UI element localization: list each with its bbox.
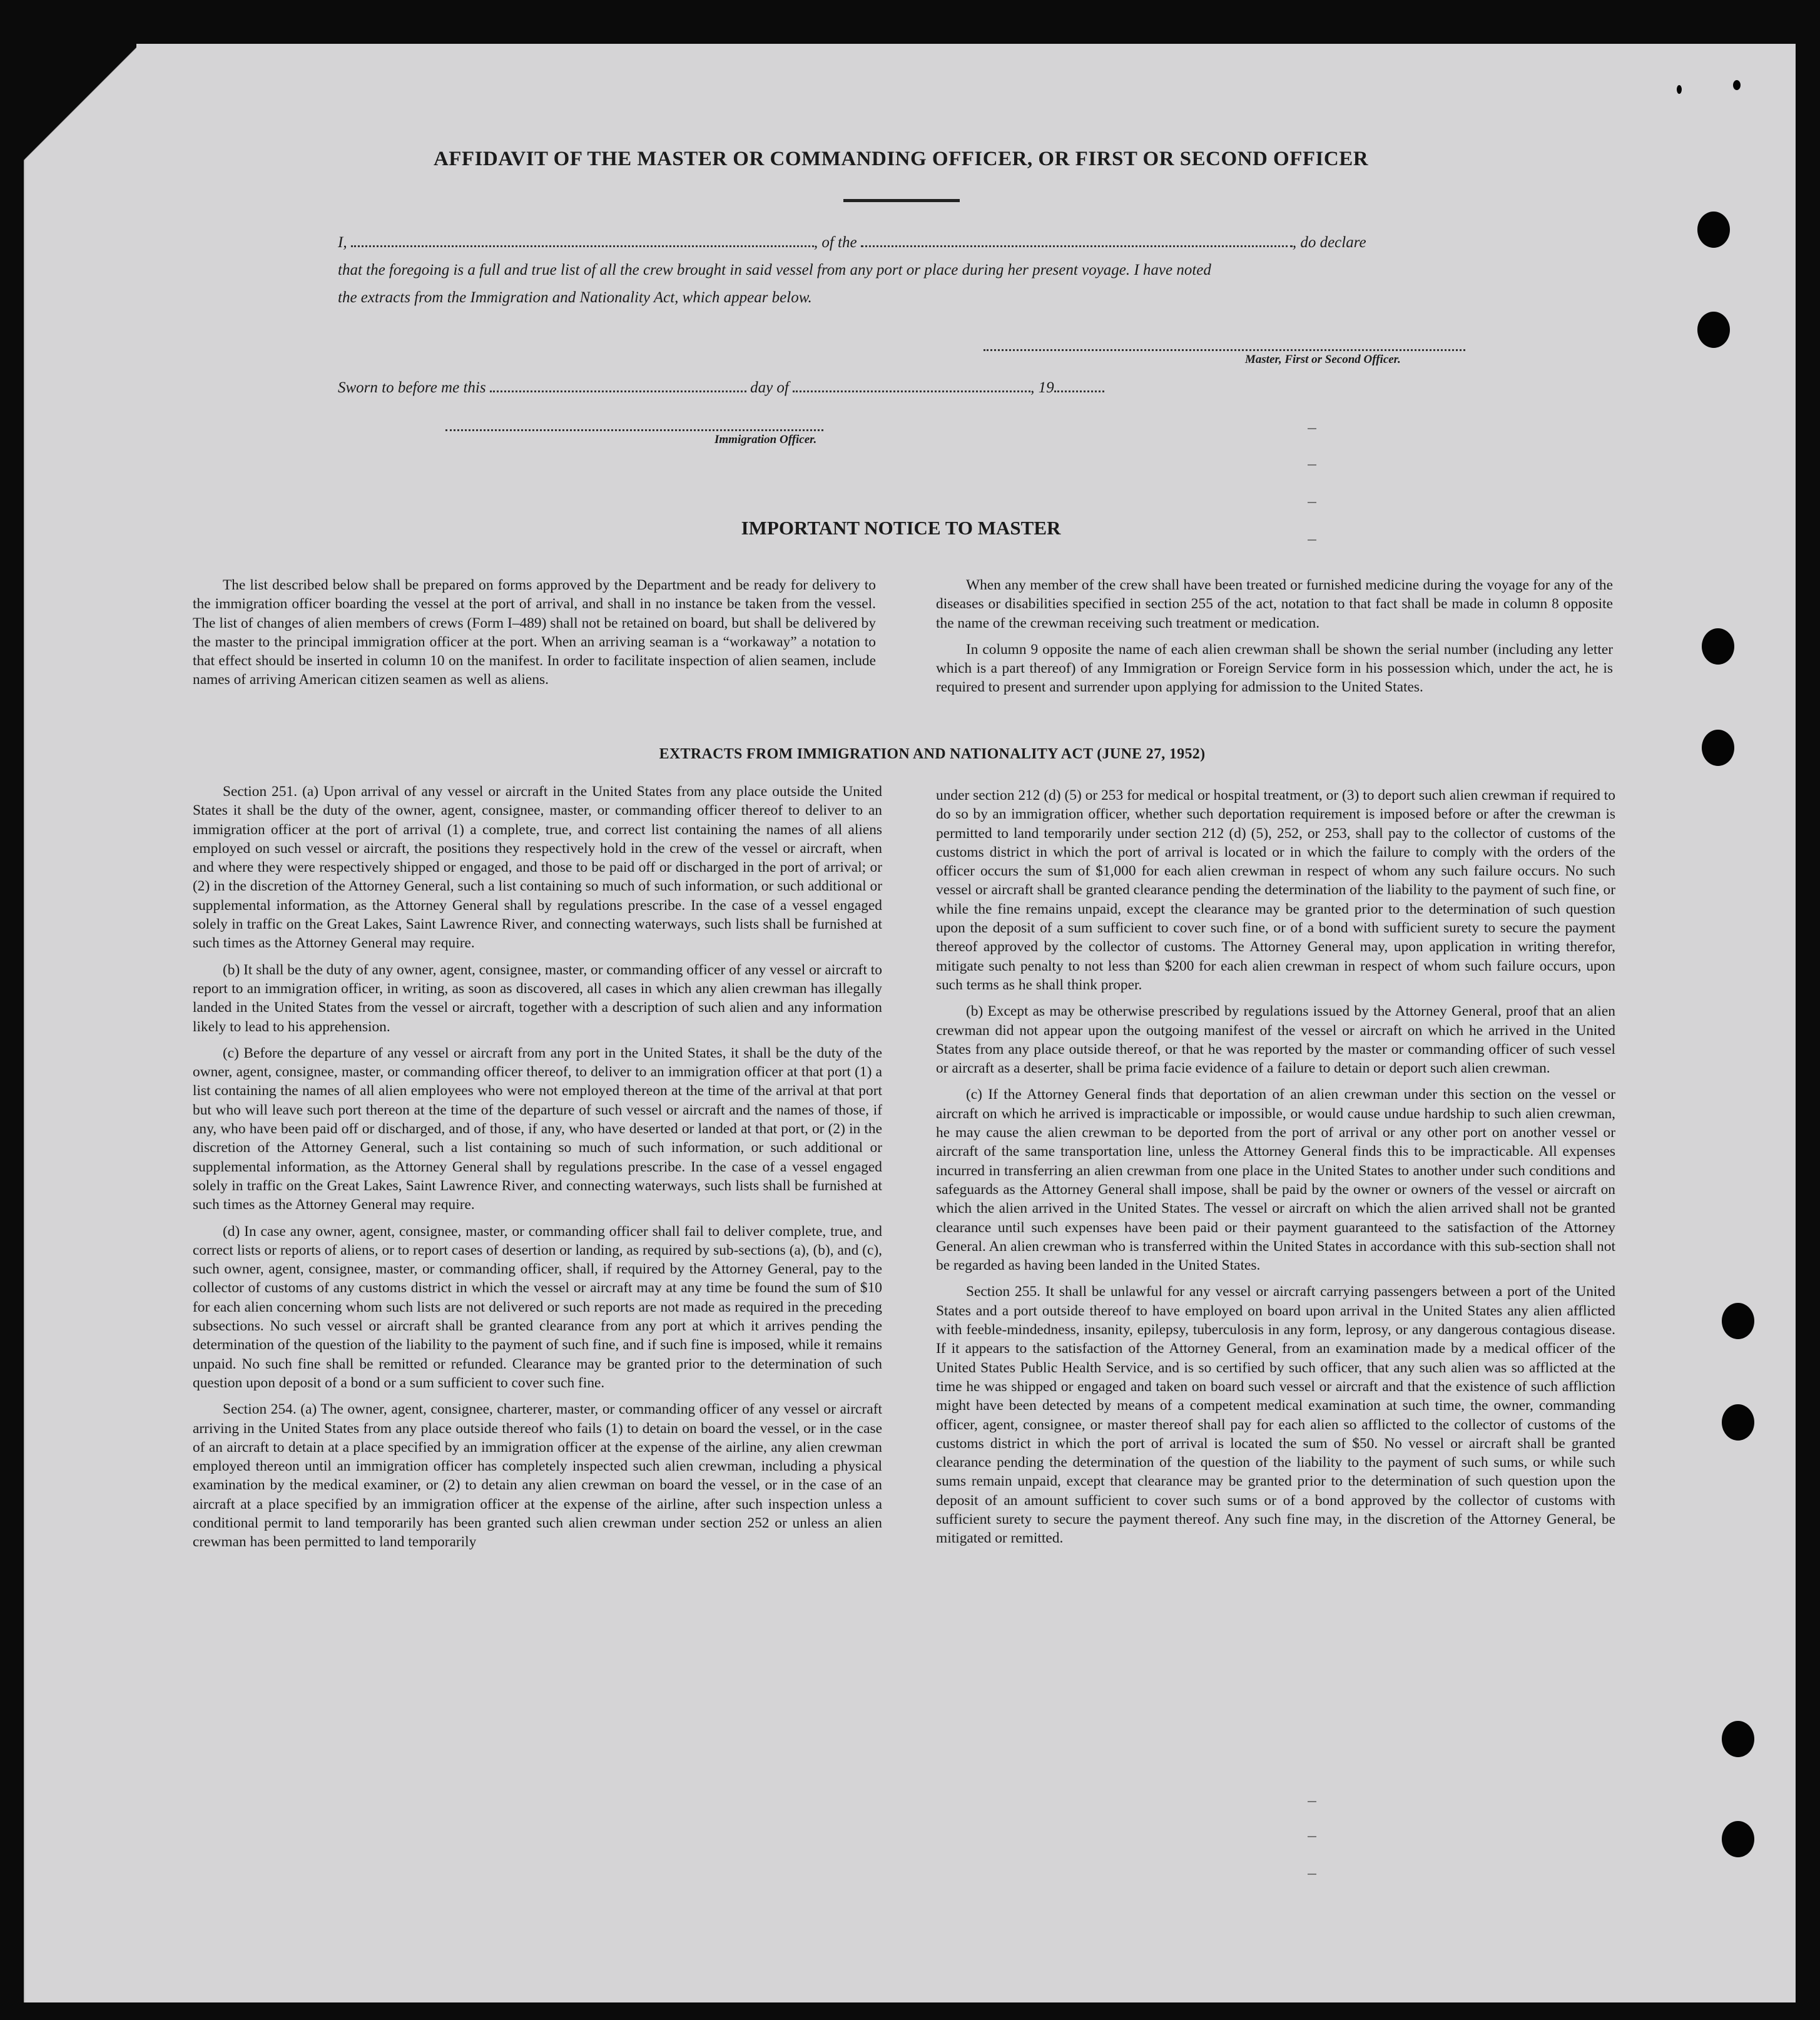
sworn-month-field[interactable] xyxy=(793,378,1030,392)
vessel-field[interactable] xyxy=(861,233,1293,247)
notice-paragraph: The list described below shall be prepared on forms approved by the Department and be ready for delivery to the immigration officer boarding the vessel at the port of arrival, and shall in no instance be taken from the vessel. The list of changes of alien members of crews (Form I–489) shall not be retained on board, but shall be delivered by the master to the principal immigration officer at the port. When an arriving seaman is a “workaway” a notation to that effect should be inserted in column 10 on the manifest. In order to facilitate inspection of alien seamen, include names of arriving American citizen seamen as well as aliens. xyxy=(193,577,876,688)
name-field[interactable] xyxy=(351,233,814,247)
punch-hole xyxy=(1722,1721,1754,1757)
day-of-text: day of xyxy=(750,379,789,396)
declaration-i: I, xyxy=(338,234,347,251)
statute-paragraph: (b) It shall be the duty of any owner, agent, consignee, master, or commanding officer of any vessel or aircraft to report to an immigration officer, in writing, as soon as discovered, all cases in which any alien crewman has illegally landed in the United States from the vessel or aircraft, together with a description of such alien and any information likely to lead to his apprehension. xyxy=(193,961,882,1035)
punch-hole xyxy=(1697,212,1730,248)
statute-paragraph: Section 254. (a) The owner, agent, consignee, charterer, master, or commanding officer of any vessel or aircraft arriving in the United States from any place outside thereof who fails (1) to detain on board the vessel, or in the case of an aircraft to detain at a place specified by an immigration officer at the expense of the airline, any alien crewman employed thereon until an immigration officer has completely inspected such alien crewman, including a physical examination by the medical examiner, or (2) to detain any alien crewman on board the vessel, or in the case of an aircraft at a place specified by an immigration officer at the expense of the airline, after such inspection unless a conditional permit to land temporarily has been granted such alien crewman under section 252 or unless an alien crewman has been permitted to land temporarily xyxy=(193,1401,882,1551)
punch-hole xyxy=(1702,730,1734,766)
punch-hole xyxy=(1722,1821,1754,1857)
notice-paragraph: When any member of the crew shall have been treated or furnished medicine during the voyage for any of the diseases or disabilities specified in section 255 of the act, notation to that fact shall be made in column 8 opposite the name of the crewman receiving such treatment or medication. xyxy=(936,577,1613,631)
title-divider xyxy=(843,199,960,202)
officer-caption: Immigration Officer. xyxy=(714,433,817,446)
statute-paragraph: (b) Except as may be otherwise prescribed by regulations issued by the Attorney General, proof that an alien crewman did not appear upon the outgoing manifest of the vessel or aircraft on which he arrived in the United States from any place outside thereof, or that he was reported by the master or commanding officer of such vessel or aircraft as a deserter, shall be prima facie evidence of a failure to detain or deport such alien crewman. xyxy=(936,1003,1615,1077)
statute-paragraph: (d) In case any owner, agent, consignee, master, or commanding officer shall fail to deliver complete, true, and correct lists or reports of aliens, or to report cases of desertion or landing, as required by sub-sections (a), (b), and (c), such owner, agent, consignee, master, or commanding officer, shall, if required by the Attorney General, pay to the collector of customs of any customs district in which the vessel or aircraft may at any time be found the sum of $10 for each alien concerning whom such lists are not delivered or such reports are not made as required in the preceding subsections. No such vessel or aircraft shall be granted clearance from any port at which it arrives pending the determination of the question of the liability to the payment of such fine, and if such fine is imposed, while it remains unpaid. No such fine shall be remitted or refunded. Clearance may be granted prior to the determination of such question upon deposit of a bond or a sum sufficient to cover such fine. xyxy=(193,1223,882,1391)
extracts-left-column xyxy=(193,782,882,1559)
statute-paragraph: under section 212 (d) (5) or 253 for medical or hospital treatment, or (3) to deport such alien crewman if required to do so by an immigration officer, whether such deportation requirement is imposed before or after the crewman is permitted to land temporarily under section 212 (d) (5), 252, or 253, shall pay to the collector of customs of the customs district in which the port of arrival is located or in which the failure to comply with the orders of the officer occurs the sum of $1,000 for each alien crewman in respect of whom any such failure occurs. No such vessel or aircraft shall be granted clearance pending the determination of the liability to the payment of such fine, or while the fine remains unpaid, except the clearance may be granted prior to the determination of such question upon the deposit of a sum sufficient to cover such fine, or of a bond with sufficient surety to secure the payment thereof approved by the collector of customs. The Attorney General may, upon application in writing therefor, mitigate such penalty to not less than $200 for each alien crewman in respect of whom such failure occurs, upon such terms as he shall think proper. xyxy=(936,787,1615,993)
statute-paragraph: Section 255. It shall be unlawful for any vessel or aircraft carrying passengers between a port of the United States and a port outside thereof to have employed on board upon arrival in the United States any alien afflicted with feeble-mindedness, insanity, epilepsy, tuberculosis in any form, leprosy, or any dangerous contagious disease. If it appears to the satisfaction of the Attorney General, from an examination made by a medical officer of the United States Public Health Service, and is so certified by such officer, that any such alien was so afflicted at the time he was shipped or engaged and taken on board such vessel or aircraft and that the existence of such affliction might have been detected by means of a competent medical examination at such time, the owner, commanding officer, agent, consignee, or master thereof shall pay for each alien so afflicted to the collector of customs of the customs district in which the port of arrival is located the sum of $50. No vessel or aircraft shall be granted clearance pending the determination of the question of the liability to the payment of such sums, or while such sums remain unpaid, except that clearance may be granted prior to the determination of such question upon the deposit of an amount sufficient to cover such sums or of a bond approved by the collector of customs with sufficient surety to secure the payment thereof. Any such fine may, in the discretion of the Attorney General, be mitigated or remitted. xyxy=(936,1283,1615,1547)
notice-right-column xyxy=(936,576,1613,705)
declaration-of-the: , of the xyxy=(813,234,857,251)
sworn-text: Sworn to before me this xyxy=(338,379,486,396)
declaration-text-2: the extracts from the Immigration and Nationality Act, which appear below. xyxy=(338,289,812,306)
punch-hole xyxy=(1702,628,1734,665)
sworn-year-field[interactable] xyxy=(1054,378,1104,392)
notice-title: IMPORTANT NOTICE TO MASTER xyxy=(741,517,1061,539)
declaration-text-1: that the foregoing is a full and true list of all the crew brought in said vessel from any port or place during her present voyage. I have noted xyxy=(338,262,1211,278)
year-text: , 19 xyxy=(1030,379,1054,396)
notice-left-column xyxy=(193,576,876,697)
statute-paragraph: (c) If the Attorney General finds that deportation of an alien crewman under this section on the vessel or aircraft on which he arrived is impracticable or impossible, or would cause undue hardship to such alien crewman, he may cause the alien crewman to be deported from the port of arrival or any other port on another vessel or aircraft of the same transportation line, unless the Attorney General finds this to be impracticable. All expenses incurred in transferring an alien crewman from one place in the United States to another under such conditions and safeguards as the Attorney General shall impose, shall be paid by the owner or owners of the vessel or aircraft on which the alien arrived in the United States. The vessel or aircraft on which the alien arrived shall not be granted clearance until such expenses have been paid or their payment guaranteed to the satisfaction of the Attorney General. An alien crewman who is transferred within the United States in accordance with this sub-section shall not be regarded as having been landed in the United States. xyxy=(936,1086,1615,1274)
affidavit-title: AFFIDAVIT OF THE MASTER OR COMMANDING OFFICER, OR FIRST OR SECOND OFFICER xyxy=(433,148,1369,170)
punch-hole xyxy=(1722,1303,1754,1339)
statute-paragraph: Section 251. (a) Upon arrival of any vessel or aircraft in the United States from any place outside the United States it shall be the duty of the owner, agent, consignee, master, or commanding officer thereof to deliver to an immigration officer at the port of arrival (1) a complete, true, and correct list containing the names of all aliens employed on such vessel or aircraft, the positions they respectively hold in the crew of the vessel or aircraft, when and where they were respectively shipped or engaged, and those to be paid off or discharged in the port of arrival; or (2) in the discretion of the Attorney General, such a list containing so much of such information, or such additional or supplemental information, as the Attorney General shall by regulations prescribe. In the case of a vessel engaged solely in traffic on the Great Lakes, Saint Lawrence River, and connecting waterways, such lists shall be furnished at such times as the Attorney General may require. xyxy=(193,783,882,952)
punch-hole xyxy=(1722,1404,1754,1441)
master-caption: Master, First or Second Officer. xyxy=(1245,353,1401,366)
statute-paragraph: (c) Before the departure of any vessel or aircraft from any port in the United States, it shall be the duty of the owner, agent, consignee, master, or commanding officer thereof, to deliver to an immigration officer at that port (1) a list containing the names of all alien employees who were not employed thereon at the time of the arrival at that port but who will leave such port thereon at the time of the departure of such vessel or aircraft and the names of those, if any, who have been paid off or discharged, and of those, if any, who have deserted or landed at that port, or (2) in the discretion of the Attorney General, such a list containing so much of such information, or such additional or supplemental information, as the Attorney General shall by regulations prescribe. In the case of a vessel engaged solely in traffic on the Great Lakes, Saint Lawrence River, and connecting waterways, such lists shall be furnished at such times as the Attorney General may require. xyxy=(193,1044,882,1213)
punch-hole xyxy=(1733,80,1741,90)
folded-corner xyxy=(24,44,136,163)
sworn-line xyxy=(338,374,1464,402)
extracts-right-column xyxy=(936,786,1615,1556)
officer-signature-line[interactable] xyxy=(445,429,823,431)
extracts-title: EXTRACTS FROM IMMIGRATION AND NATIONALITY ACT (JUNE 27, 1952) xyxy=(659,746,1206,762)
declaration-line xyxy=(338,229,1464,257)
sworn-day-field[interactable] xyxy=(490,378,746,392)
notice-paragraph: In column 9 opposite the name of each alien crewman shall be shown the serial number (including any letter which is a part thereof) of any Immigration or Foreign Service form in his possession which, under the act, he is required to present and surrender upon applying for admission to the United States. xyxy=(936,641,1613,696)
declaration-declare: , do declare xyxy=(1292,234,1366,251)
master-signature-line[interactable] xyxy=(984,349,1465,351)
punch-hole xyxy=(1677,85,1682,94)
punch-hole xyxy=(1697,312,1730,348)
